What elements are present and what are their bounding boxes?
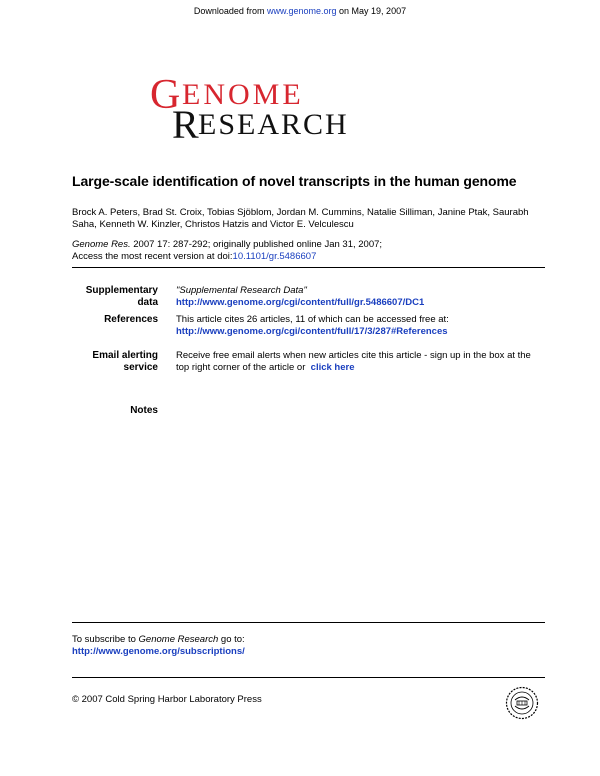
supplementary-label-line-1: Supplementary: [85, 285, 158, 296]
email-label-line-2: service: [123, 362, 158, 373]
access-text: Access the most recent version at doi:: [72, 250, 233, 262]
authors-line-1: Brock A. Peters, Brad St. Croix, Tobias Sjöblom, Jordan M. Cummins, Natalie Silliman, Janine Ptak, Saurabh: [72, 207, 529, 218]
notes-label: Notes: [130, 405, 158, 416]
article-citation: [72, 239, 552, 262]
genome-research-logo: [150, 72, 390, 142]
email-alert-content: [176, 350, 548, 373]
logo-line1-initial: G: [150, 72, 181, 118]
subscribe-suffix: go to:: [220, 634, 245, 645]
supplementary-url-link[interactable]: http://www.genome.org/cgi/content/full/gr.5486607/DC1: [176, 296, 425, 308]
subscribe-journal: Genome Research: [138, 634, 219, 645]
email-text-line-1: Receive free email alerts when new articles cite this article - sign up in the box at the: [176, 350, 531, 361]
references-label: References: [104, 314, 158, 325]
access-line: [72, 251, 552, 263]
references-text: This article cites 26 articles, 11 of which can be accessed free at:: [176, 314, 449, 325]
email-label-line-1: Email alerting: [92, 350, 158, 361]
authors-line-2: Saha, Kenneth W. Kinzler, Christos Hatzis and Victor E. Velculescu: [72, 219, 354, 230]
supplementary-content: [176, 285, 548, 308]
supplementary-title: "Supplemental Research Data": [176, 285, 307, 296]
subscribe-block: [72, 634, 552, 657]
copyright-notice: © 2007 Cold Spring Harbor Laboratory Press: [72, 694, 262, 705]
download-suffix: on May 19, 2007: [339, 6, 407, 16]
divider-top: [72, 267, 545, 268]
citation-line: [72, 239, 552, 251]
article-title: Large-scale identification of novel transcripts in the human genome: [72, 173, 517, 189]
divider-middle: [72, 622, 545, 623]
subscribe-line: [72, 634, 552, 646]
download-site-link[interactable]: www.genome.org: [266, 6, 337, 16]
subscribe-prefix: To subscribe to: [72, 634, 136, 645]
download-notice: [0, 6, 600, 16]
citation-details: 2007 17: 287-292; originally published online Jan 31, 2007;: [133, 239, 383, 250]
cshl-press-seal-icon: [505, 686, 539, 720]
references-content: [176, 314, 548, 337]
email-text-prefix: top right corner of the article or: [176, 361, 306, 373]
logo-line2-initial: R: [172, 102, 199, 142]
subscribe-url-link[interactable]: http://www.genome.org/subscriptions/: [72, 645, 245, 657]
download-prefix: Downloaded from: [193, 6, 265, 16]
email-text-line-2: [176, 362, 548, 374]
references-url-link[interactable]: http://www.genome.org/cgi/content/full/17/3/287#References: [176, 325, 448, 337]
email-alert-label: [70, 350, 158, 374]
supplementary-label-line-2: data: [137, 297, 158, 308]
supplementary-label: [70, 285, 158, 309]
click-here-link[interactable]: click here: [310, 361, 355, 373]
doi-link[interactable]: 10.1101/gr.5486607: [232, 250, 317, 262]
logo-line2-rest: ESEARCH: [198, 108, 349, 141]
divider-bottom: [72, 677, 545, 678]
article-authors: [72, 207, 552, 231]
logo-line1-rest: ENOME: [182, 78, 304, 111]
journal-name: Genome Res.: [72, 239, 131, 250]
